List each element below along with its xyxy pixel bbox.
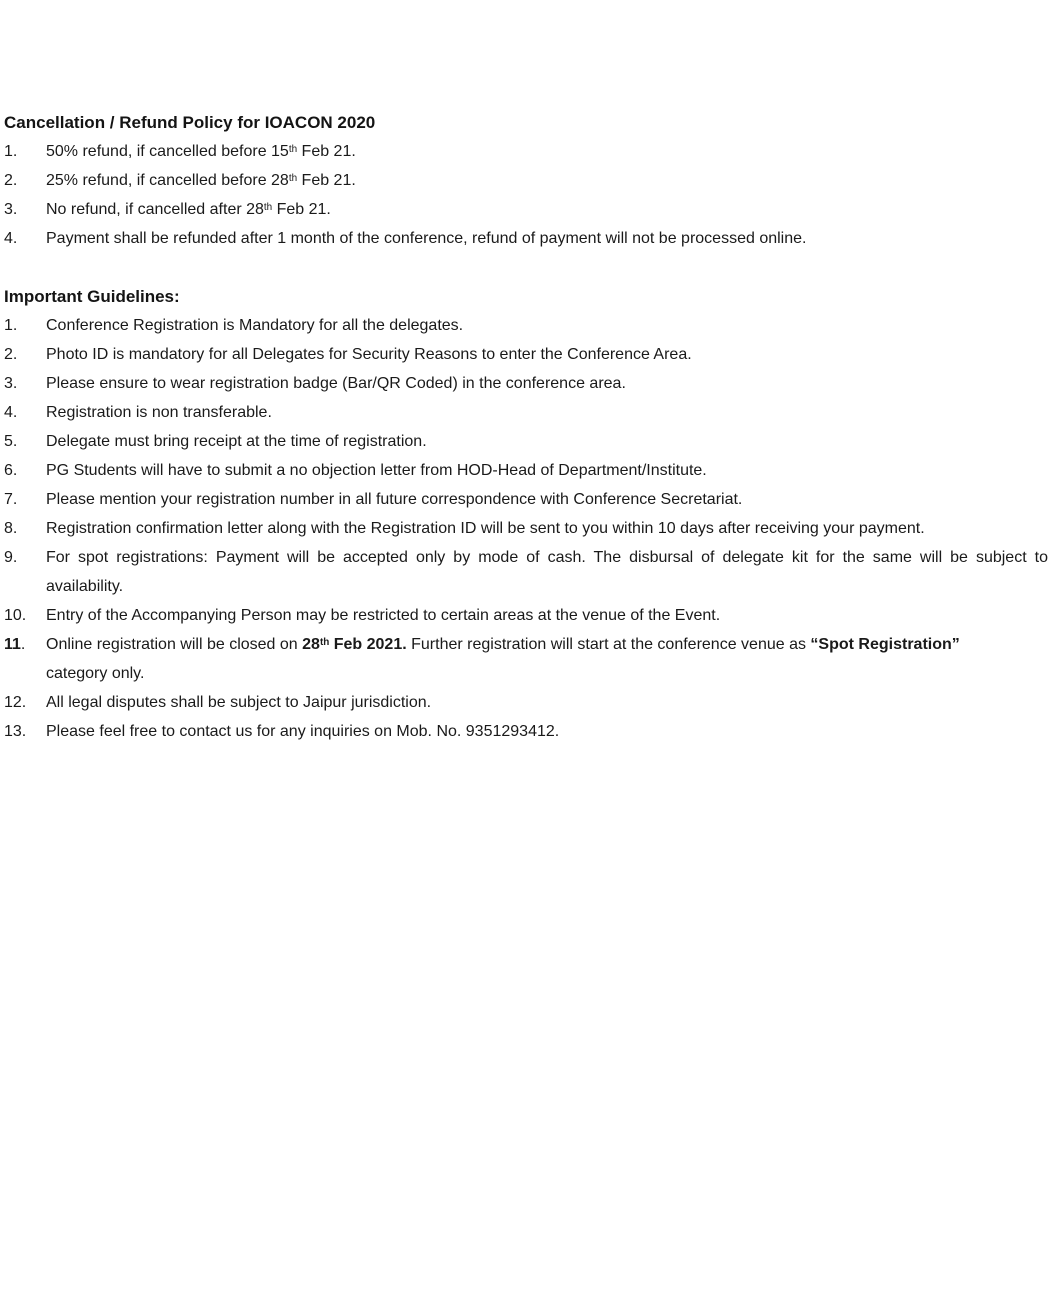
item-text: Delegate must bring receipt at the time of registration. (46, 433, 427, 450)
item-number: 4. (4, 230, 18, 247)
item-text: 25% refund, if cancelled before 28th Feb 21. (46, 172, 356, 189)
item-number: 6. (4, 462, 18, 479)
list-item (4, 456, 1048, 485)
list-item (4, 311, 1048, 340)
list-item (4, 340, 1048, 369)
list-item (4, 427, 1048, 456)
item-number: 2. (4, 346, 18, 363)
guidelines-title: Important Guidelines: (4, 287, 180, 306)
item-text: Registration confirmation letter along with the Registration ID will be sent to you within 10 days after receiving your payment. (46, 520, 925, 537)
item-text: For spot registrations: Payment will be accepted only by mode of cash. The disbursal of delegate kit for the same will be subject to availability. (46, 549, 1048, 595)
list-item (4, 543, 1048, 601)
item-text: Entry of the Accompanying Person may be restricted to certain areas at the venue of the Event. (46, 607, 721, 624)
item-number: 9. (4, 549, 18, 566)
guidelines-section (4, 282, 1048, 746)
item-text: Please feel free to contact us for any inquiries on Mob. No. 9351293412. (46, 723, 560, 740)
list-item (4, 601, 1048, 630)
item-number: 1. (4, 143, 18, 160)
item-number: 4. (4, 404, 18, 421)
item-text: Registration is non transferable. (46, 404, 272, 421)
refund-policy-title: Cancellation / Refund Policy for IOACON 2020 (4, 113, 376, 132)
refund-policy-section (4, 108, 1048, 253)
item-number: 3. (4, 201, 18, 218)
item-number: 2. (4, 172, 18, 189)
refund-policy-list (4, 137, 1048, 253)
item-number: 12. (4, 694, 27, 711)
list-item (4, 369, 1048, 398)
list-item (4, 485, 1048, 514)
item-number: 8. (4, 520, 18, 537)
list-item (4, 398, 1048, 427)
item-text: All legal disputes shall be subject to Jaipur jurisdiction. (46, 694, 432, 711)
guidelines-list (4, 311, 1048, 746)
item-text: Payment shall be refunded after 1 month of the conference, refund of payment will not be processed online. (46, 230, 807, 247)
item-number: 11. (4, 636, 26, 653)
item-text: PG Students will have to submit a no objection letter from HOD-Head of Department/Institute. (46, 462, 707, 479)
item-text: Please mention your registration number in all future correspondence with Conference Secretariat. (46, 491, 743, 508)
item-text: Please ensure to wear registration badge (Bar/QR Coded) in the conference area. (46, 375, 626, 392)
item-text: No refund, if cancelled after 28th Feb 21. (46, 201, 331, 218)
list-item (4, 514, 1048, 543)
item-number: 10. (4, 607, 27, 624)
item-text: Online registration will be closed on 28th Feb 2021. Further registration will start at the conference venue as “Spot Registration” category only. (46, 636, 960, 682)
list-item (4, 688, 1048, 717)
list-item (4, 224, 1048, 253)
item-text: Photo ID is mandatory for all Delegates for Security Reasons to enter the Conference Area. (46, 346, 692, 363)
item-text: 50% refund, if cancelled before 15th Feb 21. (46, 143, 356, 160)
item-number: 3. (4, 375, 18, 392)
item-text: Conference Registration is Mandatory for all the delegates. (46, 317, 464, 334)
item-number: 7. (4, 491, 18, 508)
item-number: 5. (4, 433, 18, 450)
item-number: 13. (4, 723, 27, 740)
list-item (4, 195, 1048, 224)
list-item (4, 166, 1048, 195)
list-item (4, 630, 1048, 688)
list-item (4, 717, 1048, 746)
list-item (4, 137, 1048, 166)
item-number: 1. (4, 317, 18, 334)
